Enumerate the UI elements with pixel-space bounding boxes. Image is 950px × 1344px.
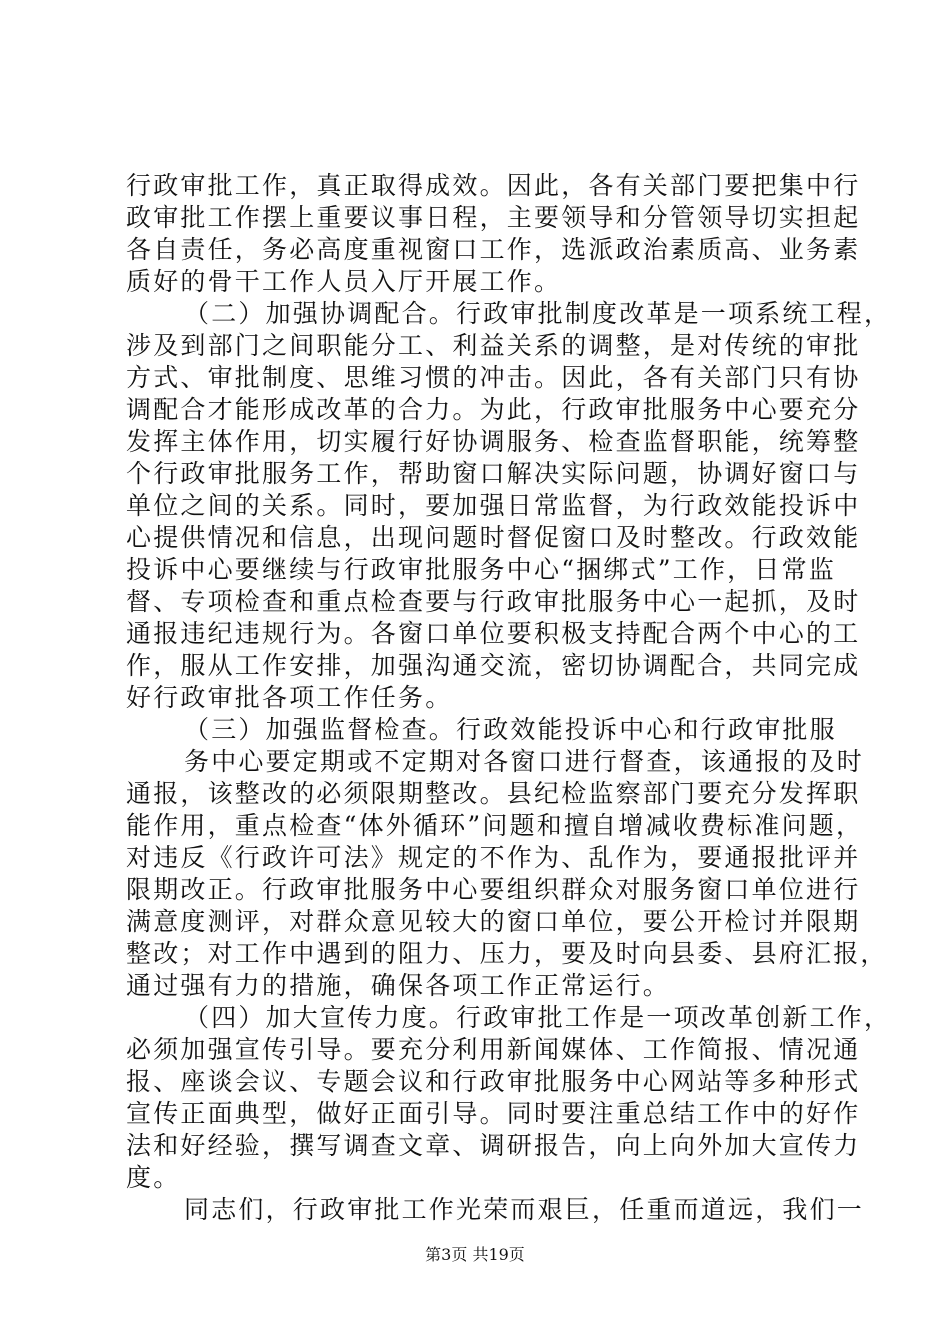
text-line: 政审批工作摆上重要议事日程，主要领导和分管领导切实担起	[126, 203, 861, 232]
text-line: 投诉中心要继续与行政审批服务中心“捆绑式”工作，日常监	[126, 555, 836, 584]
text-line: 宣传正面典型，做好正面引导。同时要注重总结工作中的好作	[126, 1099, 861, 1128]
text-line: 能作用，重点检查“体外循环”问题和擅自增减收费标准问题，	[126, 811, 864, 840]
text-line: 通过强有力的措施，确保各项工作正常运行。	[126, 971, 671, 1000]
text-line: 发挥主体作用，切实履行好协调服务、检查监督职能，统筹整	[126, 427, 861, 456]
text-line: 好行政审批各项工作任务。	[126, 683, 453, 712]
text-line: 个行政审批服务工作，帮助窗口解决实际问题，协调好窗口与	[126, 459, 861, 488]
text-line: 法和好经验，撰写调查文章、调研报告，向上向外加大宣传力	[126, 1131, 861, 1160]
section-heading-3: （三）加强监督检查。行政效能投诉中心和行政审批服	[184, 715, 837, 744]
text-line: 报、座谈会议、专题会议和行政审批服务中心网站等多种形式	[126, 1067, 861, 1096]
text-line: 整改；对工作中遇到的阻力、压力，要及时向县委、县府汇报，	[126, 939, 888, 968]
text-line: 通报，该整改的必须限期整改。县纪检监察部门要充分发挥职	[126, 779, 861, 808]
text-line: 单位之间的关系。同时，要加强日常监督，为行政效能投诉中	[126, 491, 861, 520]
text-line: 质好的骨干工作人员入厅开展工作。	[126, 267, 562, 296]
text-line: 方式、审批制度、思维习惯的冲击。因此，各有关部门只有协	[126, 363, 861, 392]
page-number-footer: 第3页 共19页	[425, 1245, 525, 1264]
text-line: 通报违纪违规行为。各窗口单位要积极支持配合两个中心的工	[126, 619, 861, 648]
text-line: 行政审批工作，真正取得成效。因此，各有关部门要把集中行	[126, 171, 861, 200]
text-line: 满意度测评，对群众意见较大的窗口单位，要公开检讨并限期	[126, 907, 861, 936]
text-line: 度。	[126, 1163, 181, 1192]
text-line: 心提供情况和信息，出现问题时督促窗口及时整改。行政效能	[126, 523, 861, 552]
text-line: 限期改正。行政审批服务中心要组织群众对服务窗口单位进行	[126, 875, 861, 904]
text-line: 各自责任，务必高度重视窗口工作，选派政治素质高、业务素	[126, 235, 861, 264]
text-line: 涉及到部门之间职能分工、利益关系的调整，是对传统的审批	[126, 331, 861, 360]
text-line: 务中心要定期或不定期对各窗口进行督查，该通报的及时	[184, 747, 865, 776]
text-line: 作，服从工作安排，加强沟通交流，密切协调配合，共同完成	[126, 651, 861, 680]
text-line: 调配合才能形成改革的合力。为此，行政审批服务中心要充分	[126, 395, 861, 424]
section-heading-2: （二）加强协调配合。行政审批制度改革是一项系统工程，	[184, 299, 892, 328]
text-line: 督、专项检查和重点检查要与行政审批服务中心一起抓，及时	[126, 587, 861, 616]
text-line: 对违反《行政许可法》规定的不作为、乱作为，要通报批评并	[126, 843, 861, 872]
text-line: 必须加强宣传引导。要充分利用新闻媒体、工作简报、情况通	[126, 1035, 861, 1064]
closing-paragraph-line: 同志们，行政审批工作光荣而艰巨，任重而道远，我们一	[184, 1195, 865, 1224]
document-body	[126, 170, 892, 1226]
section-heading-4: （四）加大宣传力度。行政审批工作是一项改革创新工作，	[184, 1003, 892, 1032]
